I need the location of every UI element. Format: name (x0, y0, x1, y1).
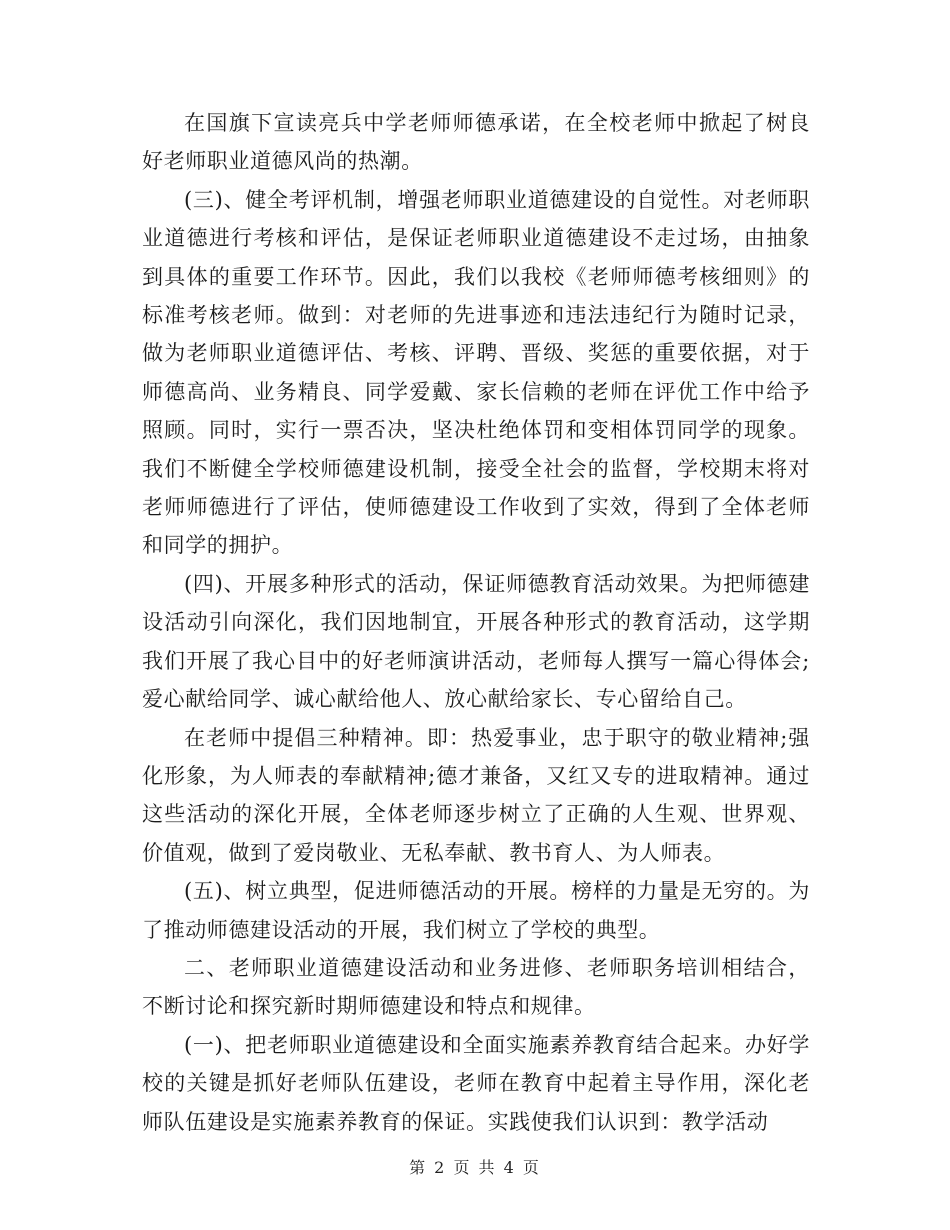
paragraph-three-spirits: 在老师中提倡三种精神。即：热爱事业，忠于职守的敬业精神;强化形象，为人师表的奉献精神;德才兼备，又红又专的进取精神。通过这些活动的深化开展，全体老师逐步树立了正确的人生观、世界观、价值观，做到了爱岗敬业、无私奉献、教书育人、为人师表。 (142, 725, 810, 865)
paragraph-section-two-heading: 二、老师职业道德建设活动和业务进修、老师职务培训相结合，不断讨论和探究新时期师德建设和特点和规律。 (142, 955, 810, 1019)
paragraph-role-models: (五)、树立典型，促进师德活动的开展。榜样的力量是无穷的。为了推动师德建设活动的开展，我们树立了学校的典型。 (142, 879, 810, 942)
paragraph-evaluation-mechanism: (三)、健全考评机制，增强老师职业道德建设的自觉性。对老师职业道德进行考核和评估，是保证老师职业道德建设不走过场，由抽象到具体的重要工作环节。因此，我们以我校《老师师德考核细则》的标准考核老师。做到：对老师的先进事迹和违法违纪行为随时记录，做为老师职业道德评估、考核、评聘、晋级、奖惩的重要依据，对于师德高尚、业务精良、同学爱戴、家长信赖的老师在评优工作中给予照顾。同时，实行一票否决，坚决杜绝体罚和变相体罚同学的现象。我们不断健全学校师德建设机制，接受全社会的监督，学校期末将对老师师德进行了评估，使师德建设工作收到了实效，得到了全体老师和同学的拥护。 (142, 187, 810, 558)
paragraph-activities: (四)、开展多种形式的活动，保证师德教育活动效果。为把师德建设活动引向深化，我们因地制宜，开展各种形式的教育活动，这学期我们开展了我心目中的好老师演讲活动，老师每人撰写一篇心得体会;爱心献给同学、诚心献给他人、放心献给家长、专心留给自己。 (142, 571, 810, 712)
page-number-footer: 第 2 页 共 4 页 (409, 1158, 541, 1177)
paragraph-quality-education: (一)、把老师职业道德建设和全面实施素养教育结合起来。办好学校的关键是抓好老师队伍建设，老师在教育中起着主导作用，深化老师队伍建设是实施素养教育的保证。实践使我们认识到：教学活动 (142, 1032, 810, 1134)
document-body (142, 104, 810, 1141)
paragraph-teacher-pledge: 在国旗下宣读亮兵中学老师师德承诺，在全校老师中掀起了树良好老师职业道德风尚的热潮。 (142, 111, 810, 174)
